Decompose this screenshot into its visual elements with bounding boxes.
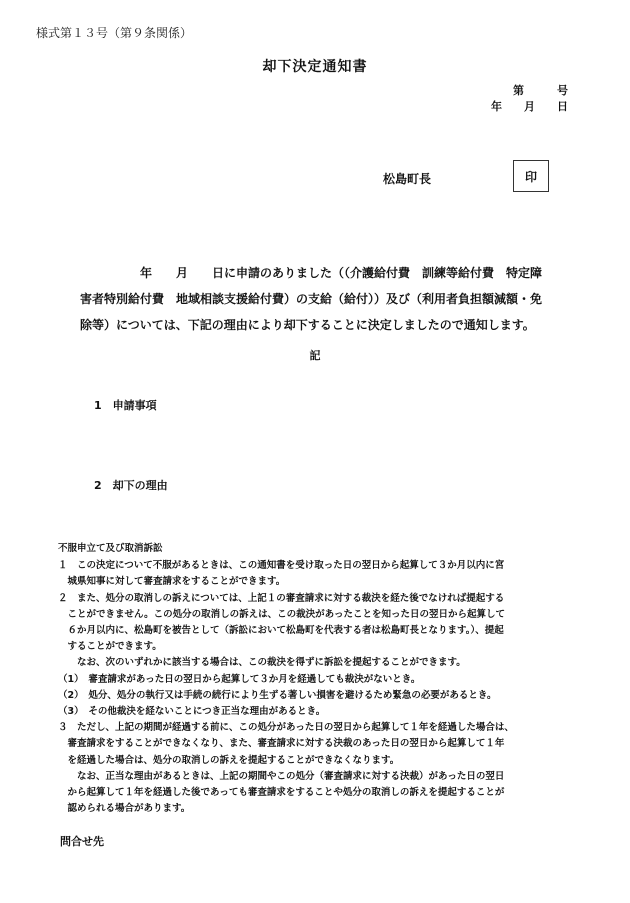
notice-line: 認められる場合があります。 bbox=[58, 803, 191, 815]
body-line: 害者特別給付費 地域相談支援給付費）の支給（給付））及び（利用者負担額減額・免 bbox=[80, 292, 543, 306]
document-date-line: 年 月 日 bbox=[491, 100, 568, 113]
document-number-line: 第 号 bbox=[513, 84, 568, 97]
notice-line: ３ ただし、上記の期間が経過する前に、この処分があった日の翌日から起算して１年を経過した場合は、 bbox=[58, 722, 514, 734]
notification-body bbox=[80, 260, 580, 338]
contact-heading: 問合せ先 bbox=[60, 835, 104, 848]
notice-line: （3） その他裁決を経ないことにつき正当な理由があるとき。 bbox=[58, 706, 326, 718]
notice-line: を経過した場合は、処分の取消しの訴えを提起することができなくなります。 bbox=[58, 754, 400, 766]
ki-marker: 記 bbox=[309, 349, 321, 362]
notice-line: ことができません。この処分の取消しの訴えは、この裁決があったことを知った日の翌日から起算して bbox=[58, 608, 505, 620]
notice-line: から起算して１年を経過した後であっても審査請求をすることや処分の取消しの訴えを提起することが bbox=[58, 787, 505, 799]
seal-box bbox=[513, 160, 549, 192]
notice-line: なお、正当な理由があるときは、上記の期間やこの処分（審査請求に対する決裁）があった日の翌日 bbox=[58, 770, 505, 782]
item-rejection-reason: 2 却下の理由 bbox=[94, 479, 168, 492]
item-application-matter: 1 申請事項 bbox=[94, 399, 157, 412]
notice-line: １ この決定について不服があるときは、この通知書を受け取った日の翌日から起算して３か月以内に宮 bbox=[58, 560, 505, 572]
seal-label: 印 bbox=[524, 169, 537, 184]
notice-heading: 不服申立て及び取消訴訟 bbox=[58, 543, 163, 554]
issuer-name: 松島町長 bbox=[383, 172, 432, 186]
body-line: 年 月 日に申請のありました（（介護給付費 訓練等給付費 特定障 bbox=[80, 266, 543, 280]
notice-line: （1） 審査請求があった日の翌日から起算して３か月を経過しても裁決がないとき。 bbox=[58, 673, 421, 685]
appeal-notice bbox=[58, 541, 588, 817]
body-line: 除等）については、下記の理由により却下することに決定しましたので通知します。 bbox=[80, 318, 535, 332]
notice-line: することができます。 bbox=[58, 641, 162, 653]
notice-line: なお、次のいずれかに該当する場合は、この裁決を得ずに訴訟を提起することができます。 bbox=[58, 657, 466, 669]
notice-line: （2） 処分、処分の執行又は手続の続行により生ずる著しい損害を避けるため緊急の必要があるとき。 bbox=[58, 689, 497, 701]
form-number: 様式第１３号（第９条関係） bbox=[36, 26, 193, 40]
notice-line: ２ また、処分の取消しの訴えについては、上記１の審査請求に対する裁決を経た後でなければ提起する bbox=[58, 592, 505, 604]
notice-line: ６か月以内に、松島町を被告として（訴訟において松島町を代表する者は松島町長となります。）、提起 bbox=[58, 625, 504, 637]
notice-line: 審査請求をすることができなくなり、また、審査請求に対する決裁のあった日の翌日から起算して１年 bbox=[58, 738, 505, 750]
document-title: 却下決定通知書 bbox=[262, 59, 368, 75]
notice-line: 城県知事に対して審査請求をすることができます。 bbox=[58, 576, 286, 588]
